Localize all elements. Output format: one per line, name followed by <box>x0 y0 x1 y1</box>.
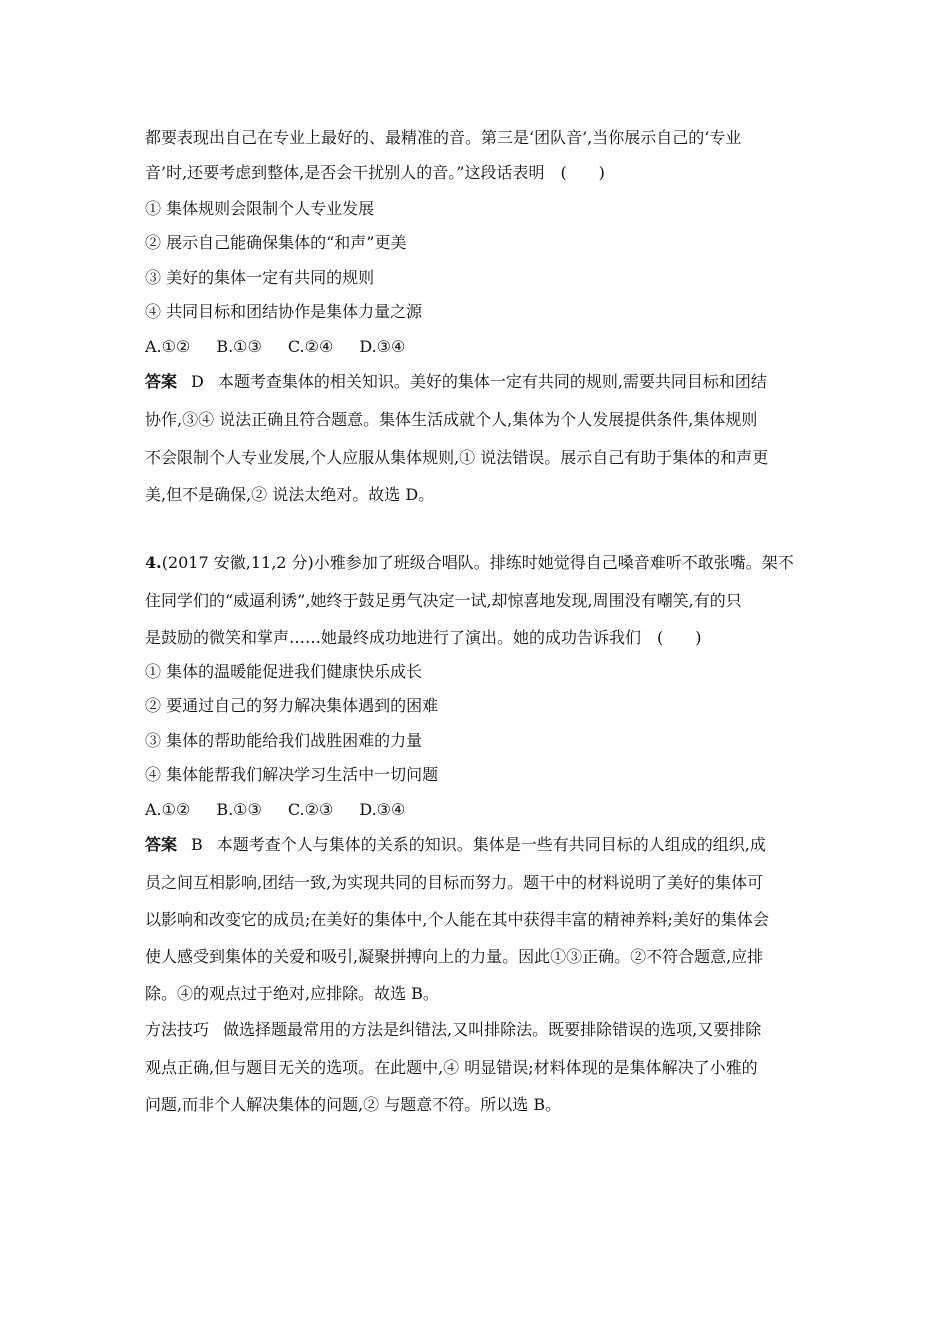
q4-statement-2: ② 要通过自己的努力解决集体遇到的困难 <box>145 696 439 715</box>
q4-explanation: 以影响和改变它的成员;在美好的集体中,个人能在其中获得丰富的精神养料;美好的集体会 <box>145 910 769 929</box>
q3-explanation: 协作,③④ 说法正确且符合题意。集体生活成就个人,集体为个人发展提供条件,集体规则 <box>145 410 758 429</box>
q4-method-text: 做选择题最常用的方法是纠错法,又叫排除法。既要排除错误的选项,又要排除 <box>223 1020 762 1039</box>
q3-options <box>145 337 815 357</box>
q3-explanation: 本题考查集体的相关知识。美好的集体一定有共同的规则,需要共同目标和团结 <box>217 372 767 391</box>
q4-stem-line <box>145 553 815 573</box>
q3-stem-line: 都要表现出自己在专业上最好的、最精准的音。第三是‘团队音’,当你展示自己的‘专业 <box>145 128 742 147</box>
q4-explanation: 除。④的观点过于绝对,应排除。故选 B。 <box>145 984 439 1003</box>
q3-answer-letter: D <box>191 372 204 391</box>
q4-method-line <box>145 1020 815 1040</box>
q4-option-a: A.①② <box>145 800 191 819</box>
q3-explanation: 不会限制个人专业发展,个人应服从集体规则,① 说法错误。展示自己有助于集体的和声更 <box>145 448 769 467</box>
q3-statement-2: ② 展示自己能确保集体的“和声”更美 <box>145 233 407 252</box>
q4-option-b: B.①③ <box>216 800 262 819</box>
q3-option-d: D.③④ <box>359 337 406 356</box>
q4-statement-4: ④ 集体能帮我们解决学习生活中一切问题 <box>145 765 439 784</box>
q4-explanation: 使人感受到集体的关爱和吸引,凝聚拼搏向上的力量。因此①③正确。②不符合题意,应排 <box>145 947 764 966</box>
q3-stem-line: 音’时,还要考虑到整体,是否会干扰别人的音。”这段话表明 ( ) <box>145 163 605 182</box>
q4-answer-label: 答案 <box>145 835 178 854</box>
q3-option-a: A.①② <box>145 337 191 356</box>
q4-stem-line: 住同学们的“威逼利诱”,她终于鼓足勇气决定一试,却惊喜地发现,周围没有嘲笑,有的只 <box>145 591 742 610</box>
q3-option-b: B.①③ <box>216 337 262 356</box>
q4-statement-3: ③ 集体的帮助能给我们战胜困难的力量 <box>145 731 423 750</box>
q4-number: 4. <box>145 553 162 572</box>
q4-option-d: D.③④ <box>359 800 406 819</box>
q3-answer-label: 答案 <box>145 372 178 391</box>
q3-statement-4: ④ 共同目标和团结协作是集体力量之源 <box>145 302 423 321</box>
q3-explanation: 美,但不是确保,② 说法太绝对。故选 D。 <box>145 485 435 504</box>
q3-statement-1: ① 集体规则会限制个人专业发展 <box>145 199 375 218</box>
q4-method-label: 方法技巧 <box>145 1020 210 1039</box>
q3-statement-3: ③ 美好的集体一定有共同的规则 <box>145 268 375 287</box>
q4-answer-letter: B <box>191 835 203 854</box>
q4-explanation: 员之间互相影响,团结一致,为实现共同的目标而努力。题干中的材料说明了美好的集体可 <box>145 873 764 892</box>
q4-answer-line <box>145 835 815 855</box>
q4-statement-1: ① 集体的温暖能促进我们健康快乐成长 <box>145 662 423 681</box>
q4-options <box>145 800 815 820</box>
q4-explanation: 本题考查个人与集体的关系的知识。集体是一些有共同目标的人组成的组织,成 <box>216 835 766 854</box>
q3-option-c: C.②④ <box>287 337 334 356</box>
q4-stem: 小雅参加了班级合唱队。排练时她觉得自己嗓音难听不敢张嘴。架不 <box>313 553 794 572</box>
q4-option-c: C.②③ <box>287 800 334 819</box>
q3-answer-line <box>145 372 815 392</box>
q4-stem-line: 是鼓励的微笑和掌声……她最终成功地进行了演出。她的成功告诉我们 ( ) <box>145 628 702 647</box>
q4-method-text: 观点正确,但与题目无关的选项。在此题中,④ 明显错误;材料体现的是集体解决了小雅的 <box>145 1058 758 1077</box>
q4-method-text: 问题,而非个人解决集体的问题,② 与题意不符。所以选 B。 <box>145 1095 562 1114</box>
q4-source: (2017 安徽,11,2 分) <box>161 553 314 572</box>
